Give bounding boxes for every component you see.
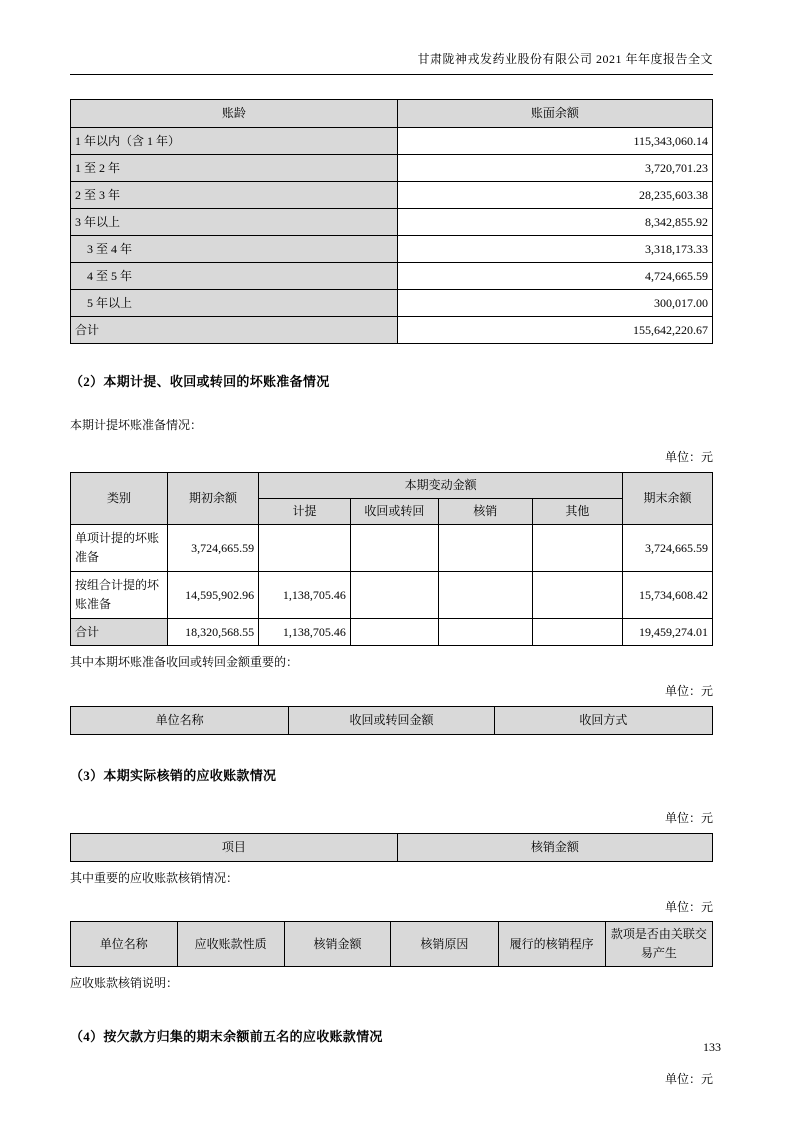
report-header-title: 甘肃陇神戎发药业股份有限公司 2021 年年度报告全文 [70, 0, 713, 75]
writeoff-amount-col-header: 核销金额 [284, 922, 391, 967]
provision-beginning: 18,320,568.55 [167, 619, 258, 646]
writeoff-col-header: 核销 [438, 499, 532, 525]
provision-other [532, 572, 623, 619]
provision-accrual: 1,138,705.46 [259, 572, 351, 619]
balance-col-header: 账面余额 [397, 100, 712, 128]
aging-total-row [71, 317, 713, 344]
aging-value: 28,235,603.38 [397, 182, 712, 209]
aging-label: 1 年以内（含 1 年） [71, 128, 398, 155]
section-3-heading: （3）本期实际核销的应收账款情况 [70, 768, 277, 783]
provision-beginning: 3,724,665.59 [167, 525, 258, 572]
provision-table [70, 472, 713, 646]
provision-ending: 19,459,274.01 [623, 619, 713, 646]
recovery-header-row [71, 707, 713, 735]
provision-ending: 15,734,608.42 [623, 572, 713, 619]
table-row [71, 525, 713, 572]
aging-col-header: 账龄 [71, 100, 398, 128]
provision-writeoff [438, 572, 532, 619]
aging-label: 2 至 3 年 [71, 182, 398, 209]
aging-total-label: 合计 [71, 317, 398, 344]
category-col-header: 类别 [71, 473, 168, 525]
aging-label: 4 至 5 年 [71, 263, 398, 290]
aging-value: 3,318,173.33 [397, 236, 712, 263]
receivable-nature-col-header: 应收账款性质 [177, 922, 284, 967]
provision-total-row [71, 619, 713, 646]
section-2-heading: （2）本期计提、收回或转回的坏账准备情况 [70, 374, 330, 389]
provision-beginning: 14,595,902.96 [167, 572, 258, 619]
beginning-col-header: 期初余额 [167, 473, 258, 525]
recover-col-header: 收回或转回 [350, 499, 438, 525]
section-2-intro: 本期计提坏账准备情况： [70, 418, 203, 432]
provision-accrual [259, 525, 351, 572]
aging-label: 1 至 2 年 [71, 155, 398, 182]
writeoff-reason-col-header: 核销原因 [391, 922, 498, 967]
table-row [71, 290, 713, 317]
provision-header-row-1 [71, 473, 713, 499]
provision-recover [350, 525, 438, 572]
important-writeoff-note: 其中重要的应收账款核销情况： [70, 871, 239, 885]
writeoff-header-row [71, 834, 713, 862]
table-row [71, 572, 713, 619]
writeoff-explanation-note: 应收账款核销说明： [70, 976, 179, 990]
change-group-header: 本期变动金额 [259, 473, 623, 499]
provision-ending: 3,724,665.59 [623, 525, 713, 572]
section-4-heading: （4）按欠款方归集的期末余额前五名的应收账款情况 [70, 1029, 383, 1044]
unit-label: 单位：元 [664, 1072, 713, 1086]
unit-label: 单位：元 [664, 684, 713, 698]
provision-category: 单项计提的坏账准备 [71, 525, 168, 572]
aging-value: 4,724,665.59 [397, 263, 712, 290]
recovery-table [70, 706, 713, 735]
other-col-header: 其他 [532, 499, 623, 525]
ending-col-header: 期末余额 [623, 473, 713, 525]
unit-label: 单位：元 [664, 811, 713, 825]
aging-value: 115,343,060.14 [397, 128, 712, 155]
unit-name-col-header: 单位名称 [71, 922, 178, 967]
table-row [71, 209, 713, 236]
aging-label: 3 年以上 [71, 209, 398, 236]
table-row [71, 155, 713, 182]
aging-value: 3,720,701.23 [397, 155, 712, 182]
writeoff-amount-col-header: 核销金额 [397, 834, 712, 862]
table-row [71, 236, 713, 263]
table-row [71, 182, 713, 209]
aging-label: 3 至 4 年 [71, 236, 398, 263]
table-row [71, 128, 713, 155]
writeoff-table [70, 833, 713, 862]
provision-recover [350, 572, 438, 619]
provision-other [532, 525, 623, 572]
aging-value: 8,342,855.92 [397, 209, 712, 236]
table-row [71, 263, 713, 290]
provision-other [532, 619, 623, 646]
provision-total-label: 合计 [71, 619, 168, 646]
important-writeoff-header-row [71, 922, 713, 967]
writeoff-procedure-col-header: 履行的核销程序 [498, 922, 605, 967]
unit-label: 单位：元 [664, 900, 713, 914]
recovery-note: 其中本期坏账准备收回或转回金额重要的： [70, 655, 299, 669]
unit-label: 单位：元 [664, 450, 713, 464]
provision-writeoff [438, 525, 532, 572]
aging-table [70, 99, 713, 344]
recover-method-col-header: 收回方式 [494, 707, 712, 735]
accrual-col-header: 计提 [259, 499, 351, 525]
provision-category: 按组合计提的坏账准备 [71, 572, 168, 619]
unit-name-col-header: 单位名称 [71, 707, 289, 735]
aging-table-header-row [71, 100, 713, 128]
recover-amount-col-header: 收回或转回金额 [289, 707, 494, 735]
important-writeoff-table [70, 921, 713, 967]
provision-writeoff [438, 619, 532, 646]
provision-accrual: 1,138,705.46 [259, 619, 351, 646]
aging-value: 300,017.00 [397, 290, 712, 317]
item-col-header: 项目 [71, 834, 398, 862]
provision-recover [350, 619, 438, 646]
aging-label: 5 年以上 [71, 290, 398, 317]
aging-total-value: 155,642,220.67 [397, 317, 712, 344]
related-party-col-header: 款项是否由关联交易产生 [605, 922, 712, 967]
page-number: 133 [703, 1040, 721, 1054]
